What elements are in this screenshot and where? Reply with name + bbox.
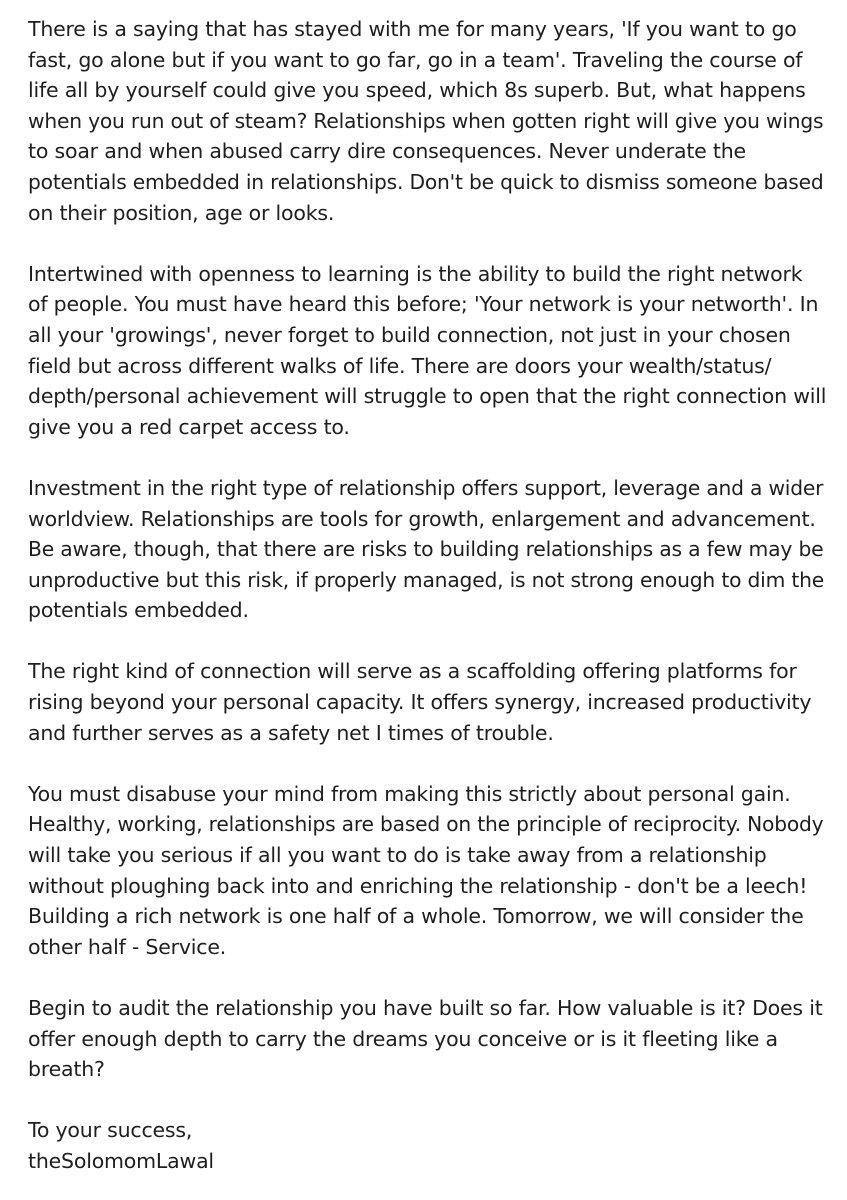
text-line: all your 'growings', never forget to build connection, not just in your chosen xyxy=(28,322,791,347)
signoff xyxy=(28,1115,828,1176)
text-line: Intertwined with openness to learning is the ability to build the right network xyxy=(28,261,803,286)
text-line: when you run out of steam? Relationships when gotten right will give you wings xyxy=(28,108,824,133)
text-line: There is a saying that has stayed with me for many years, 'If you want to go xyxy=(28,17,797,41)
text-line: other half - Service. xyxy=(28,934,227,959)
paragraph-1 xyxy=(28,14,828,228)
document-page xyxy=(28,14,828,1177)
text-line: will take you serious if all you want to do is take away from a relationship xyxy=(28,843,767,868)
text-line: You must disabuse your mind from making this strictly about personal gain. xyxy=(28,781,791,806)
text-line: worldview. Relationships are tools for growth, enlargement and advancement. xyxy=(28,506,816,531)
paragraph-3 xyxy=(28,473,828,626)
text-line: Be aware, though, that there are risks to building relationships as a few may be xyxy=(28,537,824,562)
text-line: unproductive but this risk, if properly managed, is not strong enough to dim the xyxy=(28,567,825,592)
text-line: and further serves as a safety net I times of trouble. xyxy=(28,720,554,745)
paragraph-2 xyxy=(28,259,828,443)
text-line: Begin to audit the relationship you have built so far. How valuable is it? Does it xyxy=(28,996,823,1020)
text-line: depth/personal achievement will struggle to open that the right connection will xyxy=(28,384,827,409)
text-line: The right kind of connection will serve as a scaffolding offering platforms for xyxy=(28,659,797,684)
text-line: life all by yourself could give you speed, which 8s superb. But, what happens xyxy=(28,78,806,103)
text-line: without ploughing back into and enriching the relationship - don't be a leech! xyxy=(28,873,808,898)
paragraph-6 xyxy=(28,993,828,1085)
closing-text: To your success, xyxy=(28,1118,193,1143)
text-line: fast, go alone but if you want to go far, go in a team'. Traveling the course of xyxy=(28,47,803,72)
text-line: field but across different walks of life. There are doors your wealth/status/ xyxy=(28,353,772,378)
text-line: potentials embedded in relationships. Don't be quick to dismiss someone based xyxy=(28,169,824,194)
text-line: to soar and when abused carry dire consequences. Never underate the xyxy=(28,139,746,164)
text-line: Building a rich network is one half of a whole. Tomorrow, we will consider the xyxy=(28,904,804,929)
text-line: of people. You must have heard this before; 'Your network is your networth'. In xyxy=(28,292,819,317)
paragraph-5 xyxy=(28,779,828,963)
text-line: potentials embedded. xyxy=(28,598,249,623)
text-line: breath? xyxy=(28,1057,105,1082)
text-line: Investment in the right type of relationship offers support, leverage and a wider xyxy=(28,475,824,500)
author-name: theSolomomLawal xyxy=(28,1148,214,1173)
text-line: on their position, age or looks. xyxy=(28,200,335,225)
text-line: Healthy, working, relationships are based on the principle of reciprocity. Nobody xyxy=(28,812,824,837)
paragraph-4 xyxy=(28,656,828,748)
text-line: offer enough depth to carry the dreams you conceive or is it fleeting like a xyxy=(28,1026,778,1051)
text-line: give you a red carpet access to. xyxy=(28,414,350,439)
text-line: rising beyond your personal capacity. It offers synergy, increased productivity xyxy=(28,690,812,715)
